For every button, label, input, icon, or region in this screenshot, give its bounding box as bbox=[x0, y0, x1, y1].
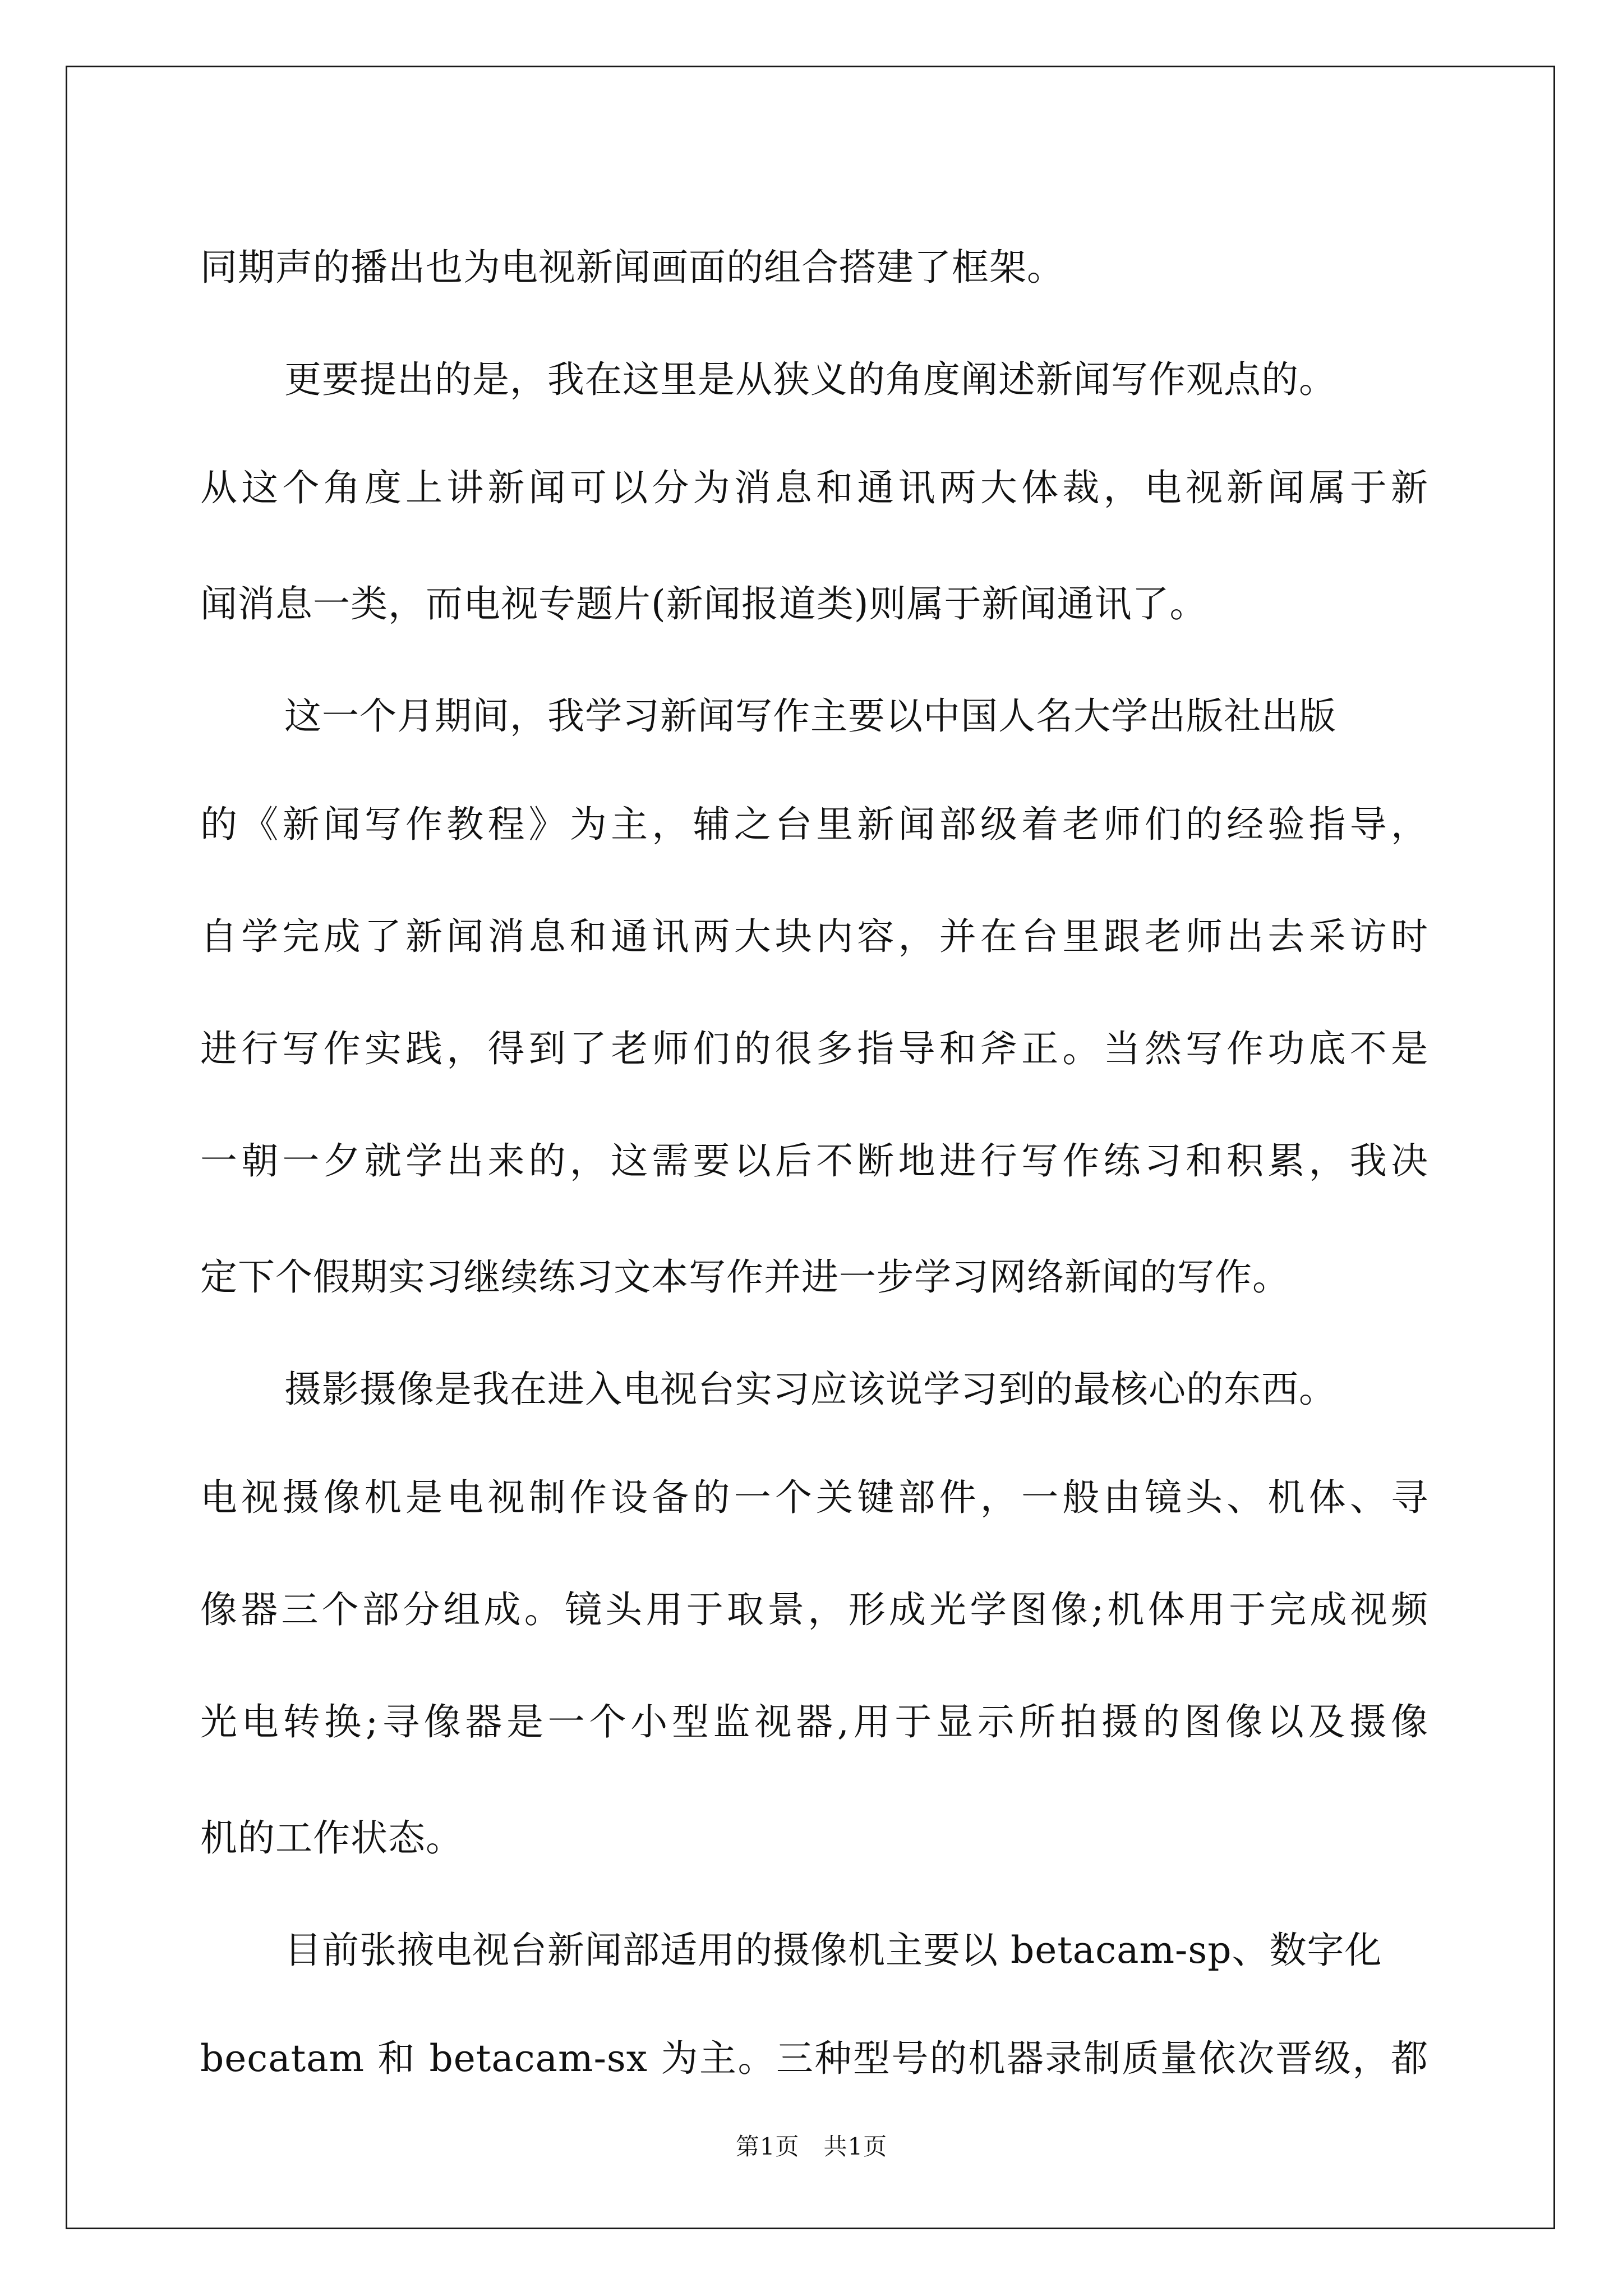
text-line: 这一个月期间，我学习新闻写作主要以中国人名大学出版社出版 bbox=[284, 694, 1336, 738]
text-line: 摄影摄像是我在进入电视台实习应该说学习到的最核心的东西。 bbox=[284, 1367, 1336, 1411]
text-line: 的《新闻写作教程》为主，辅之台里新闻部级着老师们的经验指导， bbox=[200, 803, 1428, 846]
text-line: 像器三个部分组成。镜头用于取景，形成光学图像;机体用于完成视频 bbox=[200, 1588, 1428, 1631]
document-body bbox=[200, 208, 1428, 2115]
text-line: 目前张掖电视台新闻部适用的摄像机主要以 betacam-sp、数字化 bbox=[284, 1928, 1382, 1972]
text-line: 一朝一夕就学出来的，这需要以后不断地进行写作练习和积累，我决 bbox=[200, 1139, 1428, 1182]
text-line: 自学完成了新闻消息和通讯两大块内容，并在台里跟老师出去采访时 bbox=[200, 915, 1428, 958]
text-line: 光电转换;寻像器是一个小型监视器,用于显示所拍摄的图像以及摄像 bbox=[200, 1700, 1428, 1743]
text-line: 同期声的播出也为电视新闻画面的组合搭建了框架。 bbox=[200, 245, 1064, 289]
text-line: 闻消息一类，而电视专题片(新闻报道类)则属于新闻通讯了。 bbox=[200, 582, 1207, 625]
text-line: 定下个假期实习继续练习文本写作并进一步学习网络新闻的写作。 bbox=[200, 1255, 1290, 1299]
text-line: 更要提出的是，我在这里是从狭义的角度阐述新闻写作观点的。 bbox=[284, 357, 1336, 401]
text-line: 电视摄像机是电视制作设备的一个关键部件，一般由镜头、机体、寻 bbox=[200, 1476, 1428, 1519]
text-line: 进行写作实践，得到了老师们的很多指导和斧正。当然写作功底不是 bbox=[200, 1027, 1428, 1070]
page-footer: 第1页 共1页 bbox=[735, 2133, 888, 2160]
text-line: becatam 和 betacam-sx 为主。三种型号的机器录制质量依次晋级，都 bbox=[200, 2037, 1428, 2080]
text-line: 从这个角度上讲新闻可以分为消息和通讯两大体裁，电视新闻属于新 bbox=[200, 466, 1428, 509]
text-line: 机的工作状态。 bbox=[200, 1816, 463, 1860]
